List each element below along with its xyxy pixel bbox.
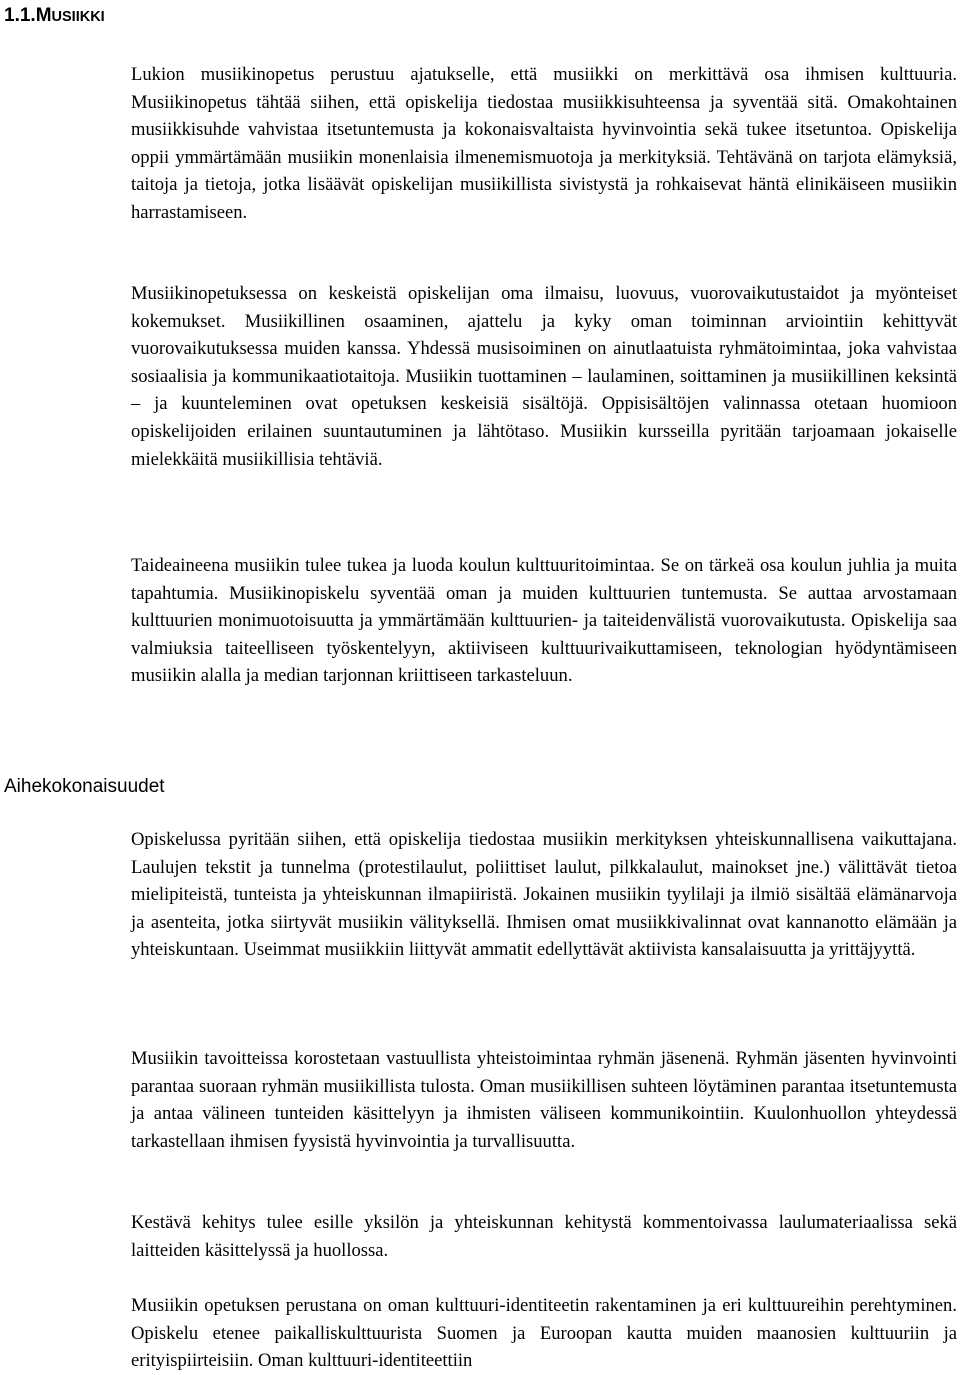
section-number: 1.1. xyxy=(4,5,36,26)
paragraph-sustainability: Kestävä kehitys tulee esille yksilön ja yhteiskunnan kehitystä kommentoivassa laulumateriaalissa sekä laitteiden käsittelyssä ja huollossa. xyxy=(131,1212,957,1261)
paragraph-society: Opiskelussa pyritään siihen, että opiskelija tiedostaa musiikin merkityksen yhteiskunnallisena vaikuttajana. Laulujen tekstit ja tunnelma (protestilaulut, poliittiset laulut, pilkkalaulut, mainokset jne.) välittävät tietoa mielipiteistä, tunteista ja yhteiskunnan ilmapiiristä. Jokainen musiikin tyylilaji ja ilmiö sisältää elämänarvoja ja asenteita, jotka siirtyvät musiikin välityksellä. Ihmisen omat musiikkivalinnat ovat kannanotto elämään ja yhteiskuntaan. Useimmat musiikkiin liittyvät ammatit edellyttävät aktiivista kansalaisuutta ja yrittäjyyttä. xyxy=(131,829,957,961)
paragraph-group-work: Musiikin tavoitteissa korostetaan vastuullista yhteistoimintaa ryhmän jäsenenä. Ryhmän jäsenten hyvinvointi parantaa suoraan ryhmän musiikillista tulosta. Oman musiikillisen suhteen löytäminen parantaa itsetuntemusta ja antaa välineen tunteiden käsittelyyn ja ihmisten väliseen kommunikointiin. Kuulonhuollon yhteydessä tarkastellaan ihmisen fyysistä hyvinvointia ja turvallisuutta. xyxy=(131,1048,957,1152)
paragraph-culture: Taideaineena musiikin tulee tukea ja luoda koulun kulttuuritoimintaa. Se on tärkeä osa koulun juhlia ja muita tapahtumia. Musiikinopiskelu syventää oman ja muiden kulttuurien tuntemusta. Se auttaa arvostamaan kulttuurien monimuotoisuutta ja ymmärtämään kulttuurien- ja taiteidenvälistä vuorovaikutusta. Opiskelija saa valmiuksia taiteelliseen työskentelyyn, aktiiviseen kulttuurivaikuttamiseen, teknologian hyödyntämiseen musiikin alalla ja median tarjonnan kriittiseen tarkasteluun. xyxy=(131,555,957,687)
section-heading xyxy=(4,4,105,29)
paragraph-teaching: Musiikinopetuksessa on keskeistä opiskelijan oma ilmaisu, luovuus, vuorovaikutustaidot ja myönteiset kokemukset. Musiikillinen osaaminen, ajattelu ja kyky oman toiminnan arviointiin kehittyvät vuorovaikutuksessa muiden kanssa. Yhdessä musisoiminen on ainutlaatuista ryhmätoimintaa, joka vahvistaa sosiaalisia ja kommunikaatiotaitoja. Musiikin tuottaminen – laulaminen, soittaminen ja musiikillinen keksintä – ja kuunteleminen ovat opetuksen keskeisiä sisältöjä. Oppisisältöjen valinnassa otetaan huomioon opiskelijoiden erilainen suuntautuminen ja lähtötaso. Musiikin kursseilla pyritään tarjoamaan jokaiselle mielekkäitä musiikillisia tehtäviä. xyxy=(131,283,957,470)
section-title-rest: USIIKKI xyxy=(51,9,105,25)
paragraph-identity: Musiikin opetuksen perustana on oman kulttuuri-identiteetin rakentaminen ja eri kulttuureihin perehtyminen. Opiskelu etenee paikalliskulttuurista Suomen ja Euroopan kautta muiden maanosien kulttuuriin ja erityispiirteisiin. Oman kulttuuri-identiteettiin xyxy=(131,1295,957,1372)
paragraph-intro: Lukion musiikinopetus perustuu ajatukselle, että musiikki on merkittävä osa ihmisen kulttuuria. Musiikinopetus tähtää siihen, että opiskelija tiedostaa musiikkisuhteensa ja syventää sitä. Omakohtainen musiikkisuhde vahvistaa itsetuntemusta ja kokonaisvaltaista hyvinvointia sekä tukee itsetuntoa. Opiskelija oppii ymmärtämään musiikin monenlaisia ilmenemismuotoja ja merkityksiä. Tehtävänä on tarjota elämyksiä, taitoja ja tietoja, jotka lisäävät opiskelijan musiikillista sivistystä ja rohkaisevat häntä elinikäiseen musiikin harrastamiseen. xyxy=(131,64,957,223)
section-title-initial: M xyxy=(35,5,52,26)
side-heading-cross-curricular-themes: Aihekokonaisuudet xyxy=(4,776,165,797)
